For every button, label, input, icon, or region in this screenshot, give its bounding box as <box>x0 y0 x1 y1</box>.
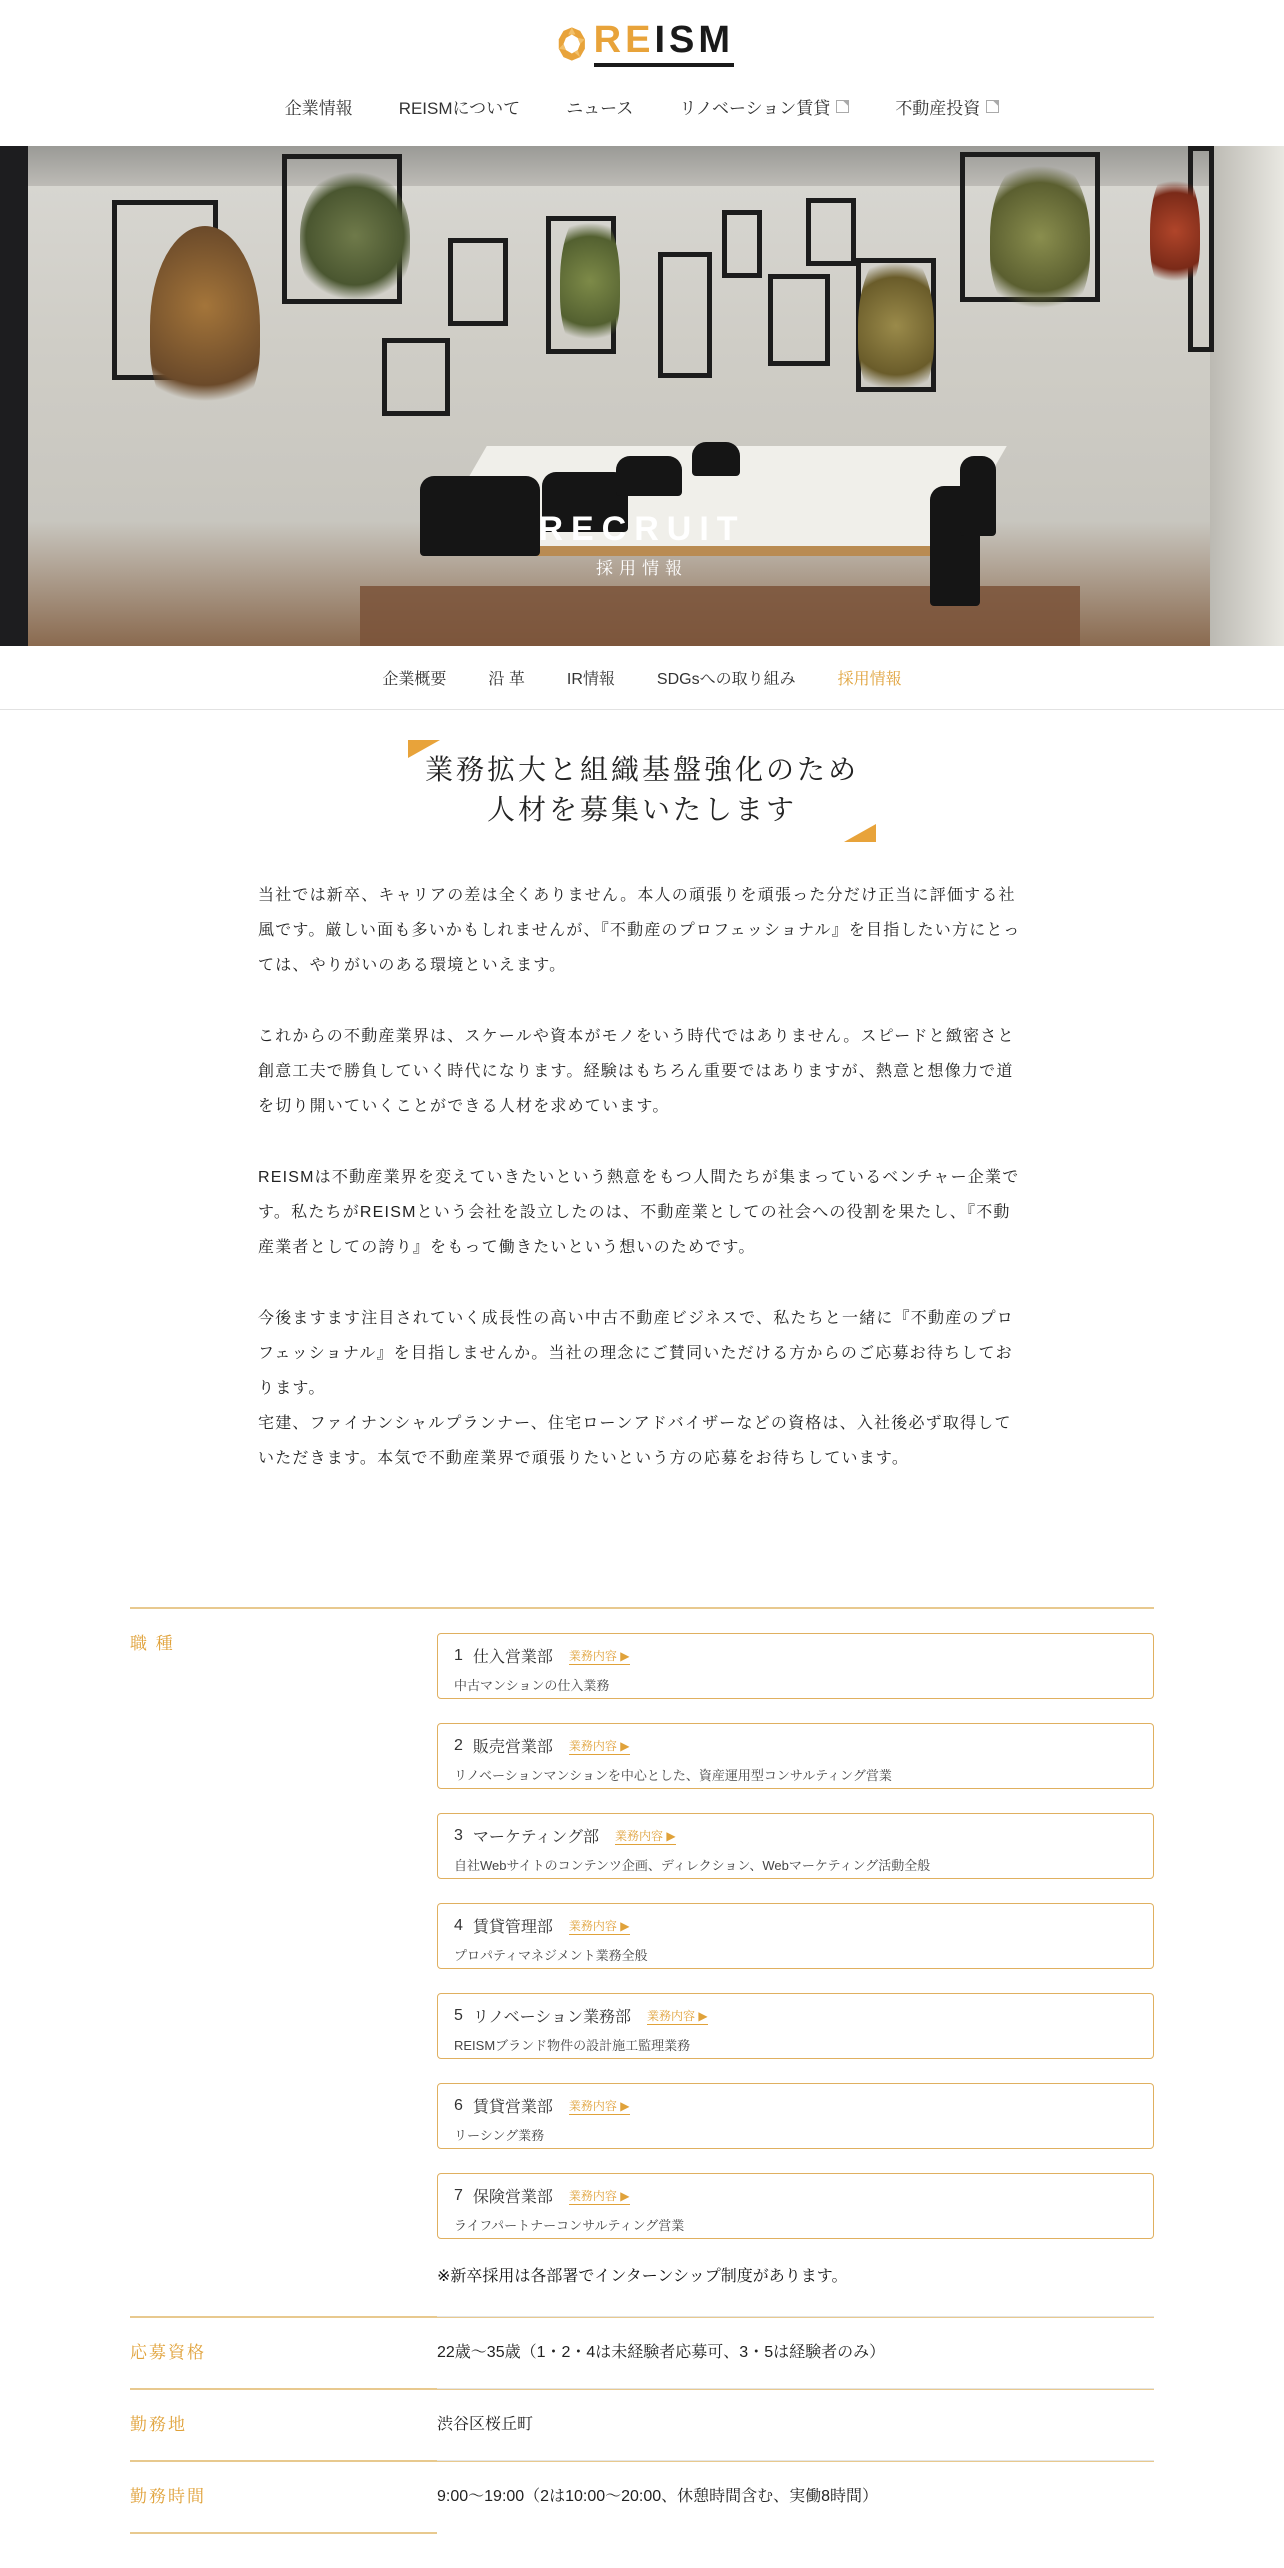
location-row <box>130 2388 1154 2460</box>
job-name: マーケティング部 <box>472 1829 599 1846</box>
job-card: 3 マーケティング部 業務内容 ▶ 自社Webサイトのコンテンツ企画、ディレクション、Webマーケティング活動全般 <box>437 1813 1154 1879</box>
internship-note: ※新卒採用は各部署でインターンシップ制度があります。 <box>437 2268 848 2285</box>
wall-frame <box>658 252 712 378</box>
job-description: リノベーションマンションを中心とした、資産運用型コンサルティング営業 <box>454 1768 892 1783</box>
job-description: ライフパートナーコンサルティング営業 <box>454 2218 685 2233</box>
nav-item-news[interactable]: ニュース <box>566 99 634 118</box>
job-detail-link[interactable]: 業務内容 ▶ <box>615 1828 676 1843</box>
job-name: 賃貸営業部 <box>472 2099 553 2116</box>
job-card: 7 保険営業部 業務内容 ▶ ライフパートナーコンサルティング営業 <box>437 2173 1154 2239</box>
subnav-item-sdgs[interactable]: SDGsへの取り組み <box>656 671 796 688</box>
logo-text: REISM <box>594 21 734 67</box>
dried-flowers <box>150 226 260 426</box>
wall-frame <box>448 238 508 326</box>
row-value: 22歳～35歳（1・2・4は未経験者応募可、3・5は経験者のみ） <box>437 2316 1154 2388</box>
recruit-table <box>130 1607 1154 2534</box>
job-card: 5 リノベーション業務部 業務内容 ▶ REISMブランド物件の設計施工監理業務 <box>437 1993 1154 2059</box>
dried-flowers <box>858 246 934 406</box>
job-description: プロパティマネジメント業務全般 <box>454 1948 648 1963</box>
chair <box>616 456 682 496</box>
external-link-icon <box>986 100 999 113</box>
nav-item-company[interactable]: 企業情報 <box>284 99 353 118</box>
global-nav <box>0 94 1284 119</box>
job-detail-link[interactable]: 業務内容 ▶ <box>568 2188 630 2203</box>
job-name: 仕入営業部 <box>472 1649 553 1666</box>
hero-title: RECRUIT <box>538 510 746 548</box>
intro-paragraph: 宅建、ファイナンシャルプランナー、住宅ローンアドバイザーなどの資格は、入社後必ず取得していただきます。本気で不動産業界で頑張りたいという方の応募をお待ちしています。 <box>258 1415 1012 1467</box>
row-value: 渋谷区桜丘町 <box>437 2388 1154 2460</box>
lead-heading-block <box>408 740 876 842</box>
subnav-item-ir[interactable]: IR情報 <box>566 671 615 688</box>
nav-item-investment[interactable]: 不動産投資 <box>895 94 999 119</box>
job-description: REISMブランド物件の設計施工監理業務 <box>454 2038 691 2053</box>
job-detail-link[interactable]: 業務内容 ▶ <box>568 2098 630 2113</box>
jobs-row <box>130 1607 1154 2316</box>
subnav-item-recruit[interactable]: 採用情報 <box>837 671 902 688</box>
subnav-item-history[interactable]: 沿 革 <box>488 671 525 688</box>
job-card: 4 賃貸管理部 業務内容 ▶ プロパティマネジメント業務全般 <box>437 1903 1154 1969</box>
table-divider <box>130 2532 437 2534</box>
hours-row <box>130 2460 1154 2532</box>
chair <box>692 442 740 476</box>
job-description: リーシング業務 <box>454 2128 545 2143</box>
dried-flowers <box>560 206 620 356</box>
job-card: 6 賃貸営業部 業務内容 ▶ リーシング業務 <box>437 2083 1154 2149</box>
row-label: 勤務時間 <box>130 2487 206 2506</box>
row-label: 勤務地 <box>130 2415 187 2434</box>
job-detail-link[interactable]: 業務内容 ▶ <box>568 1918 630 1933</box>
job-name: 賃貸管理部 <box>472 1919 553 1936</box>
job-detail-link[interactable]: 業務内容 ▶ <box>647 2008 708 2023</box>
intro-text <box>258 878 1026 1476</box>
dried-flowers <box>990 152 1090 322</box>
job-description: 自社Webサイトのコンテンツ企画、ディレクション、Webマーケティング活動全般 <box>454 1858 931 1873</box>
job-name: リノベーション業務部 <box>472 2009 631 2026</box>
job-card: 2 販売営業部 業務内容 ▶ リノベーションマンションを中心とした、資産運用型コンサルティング営業 <box>437 1723 1154 1789</box>
hero-banner <box>0 146 1284 646</box>
job-description: 中古マンションの仕入業務 <box>454 1678 610 1693</box>
wall-frame <box>768 274 830 366</box>
job-detail-link[interactable]: 業務内容 ▶ <box>568 1648 630 1663</box>
intro-paragraph: 今後ますます注目されていく成長性の高い中古不動産ビジネスで、私たちと一緒に『不動産のプロフェッショナル』を目指しませんか。当社の理念にご賛同いただける方からのご応募お待ちしております。 <box>258 1310 1015 1397</box>
lead-heading: 業務拡大と組織基盤強化のため 人材を募集いたします <box>424 754 859 825</box>
subnav-item-overview[interactable]: 企業概要 <box>382 671 447 688</box>
logo-mark-icon <box>554 15 590 73</box>
job-card: 1 仕入営業部 業務内容 ▶ 中古マンションの仕入業務 <box>437 1633 1154 1699</box>
requirements-row <box>130 2316 1154 2388</box>
row-label: 職 種 <box>130 1634 175 1653</box>
nav-item-about[interactable]: REISMについて <box>398 99 521 118</box>
job-detail-link[interactable]: 業務内容 ▶ <box>568 1738 630 1753</box>
dried-flowers <box>300 166 410 306</box>
nav-item-renovation-rental[interactable]: リノベーション賃貸 <box>679 94 849 119</box>
row-value: 9:00～19:00（2は10:00～20:00、休憩時間含む、実働8時間） <box>437 2460 1154 2532</box>
job-name: 保険営業部 <box>472 2189 553 2206</box>
dried-flowers <box>1150 166 1200 296</box>
site-header <box>0 0 1284 146</box>
wall-frame <box>806 198 856 266</box>
reism-logo[interactable] <box>554 14 734 74</box>
hero-subtitle: 採用情報 <box>596 559 688 578</box>
job-name: 販売営業部 <box>472 1739 553 1756</box>
intro-paragraph: これからの不動産業界は、スケールや資本がモノをいう時代ではありません。スピードと緻密さと創意工夫で勝負していく時代になります。経験はもちろん重要ではありますが、熱意と想像力で道を切り開いていくことができる人材を求めています。 <box>258 1028 1015 1115</box>
row-label: 応募資格 <box>130 2343 206 2362</box>
wall-frame <box>722 210 762 278</box>
intro-paragraph: REISMは不動産業界を変えていきたいという熱意をもつ人間たちが集まっているベンチャー企業です。私たちがREISMという会社を設立したのは、不動産業としての社会への役割を果たし、『不動産業者としての誇り』をもって働きたいという想いのためです。 <box>258 1169 1020 1256</box>
external-link-icon <box>836 100 849 113</box>
jobs-list <box>437 1609 1154 2316</box>
wall-frame <box>382 338 450 416</box>
intro-paragraph: 当社では新卒、キャリアの差は全くありません。本人の頑張りを頑張った分だけ正当に評価する社風です。厳しい面も多いかもしれませんが、『不動産のプロフェッショナル』を目指したい方にとっては、やりがいのある環境といえます。 <box>258 887 1021 974</box>
company-subnav <box>0 646 1284 710</box>
